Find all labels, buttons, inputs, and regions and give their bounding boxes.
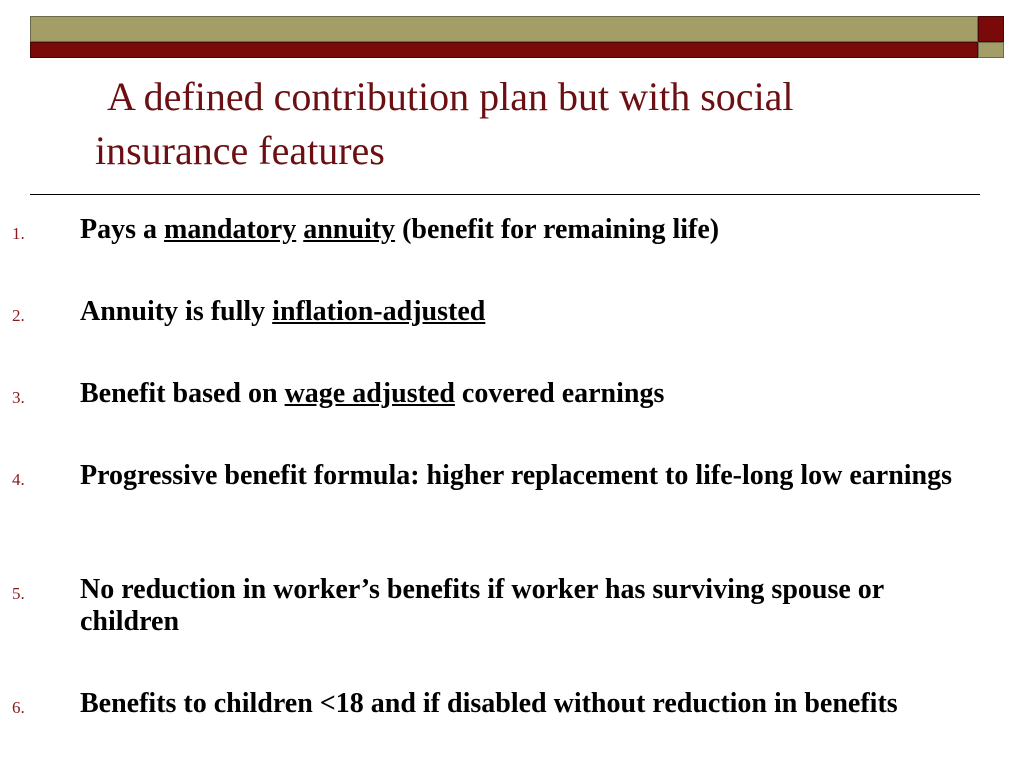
list-item-number: 4. [12,470,25,489]
list-item-number: 2. [12,306,25,325]
header-bar-maroon [30,42,978,58]
slide-title-line2: insurance features [95,128,385,173]
slide-title-line1: A defined contribution plan but with social [107,74,794,119]
list-item-number: 6. [12,698,25,717]
list-item-text [80,688,980,720]
text-segment: covered earnings [454,378,665,409]
header-square-olive [978,42,1004,58]
list-item-text [80,214,980,246]
text-segment: (benefit for remaining life) [395,214,720,245]
text-segment: Benefit based on [80,378,285,409]
list-item-number: 5. [12,584,25,603]
text-segment: Progressive benefit formula: higher replacement to life-long low earnings [80,460,953,491]
underlined-term: annuity [303,214,396,245]
list-item-text [80,574,980,638]
underlined-term: wage adjusted [284,378,455,409]
list-item-text [80,460,980,492]
list-item-number: 1. [12,224,25,243]
list-item-number: 3. [12,388,25,407]
header-square-maroon [978,16,1004,42]
title-divider [30,194,980,195]
underlined-term: inflation-adjusted [272,296,486,327]
text-segment: Pays a [80,214,164,245]
list-item-text [80,378,980,410]
text-segment: Benefits to children <18 and if disabled without reduction in benefits [80,688,898,719]
underlined-term: mandatory [164,214,297,245]
text-segment: Annuity is fully [80,296,273,327]
list-item-text [80,296,980,328]
header-bar-olive [30,16,978,42]
slide-title [95,70,935,178]
text-segment: No reduction in worker’s benefits if worker has surviving spouse or children [80,574,884,637]
